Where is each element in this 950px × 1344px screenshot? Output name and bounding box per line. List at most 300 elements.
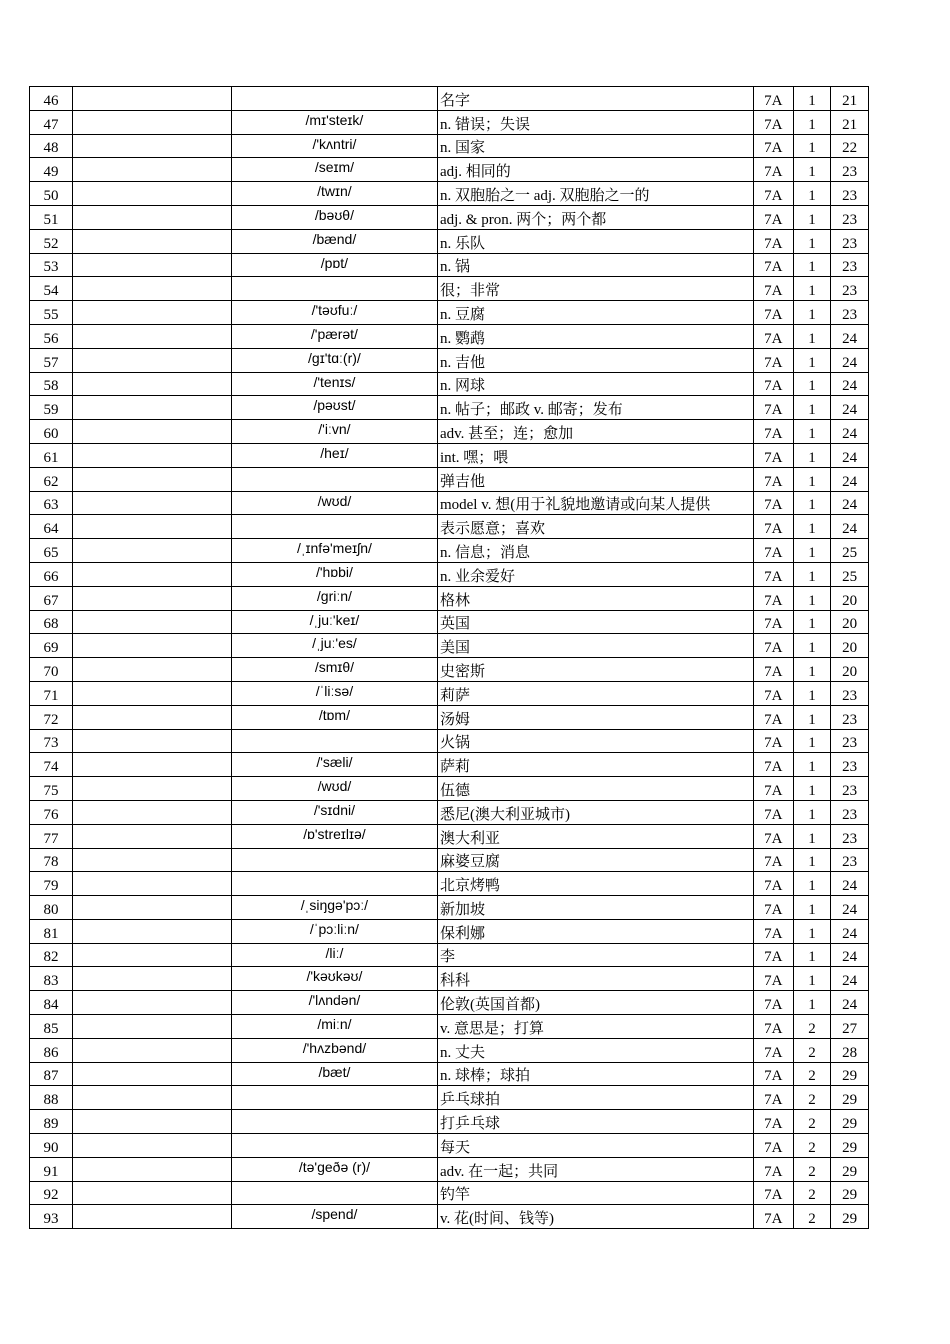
word-cell: [72, 1110, 231, 1134]
word-cell: [72, 658, 231, 682]
table-row: [30, 848, 869, 872]
word-cell: [72, 991, 231, 1015]
grade-cell: 7A: [753, 110, 793, 134]
table-row: [30, 1205, 869, 1229]
word-cell: [72, 467, 231, 491]
table-row: [30, 372, 869, 396]
grade-cell: 7A: [753, 824, 793, 848]
page-cell: 23: [831, 229, 869, 253]
page-cell: 24: [831, 324, 869, 348]
phonetic-cell: /gɪ'tɑː(r)/: [231, 348, 437, 372]
row-number: 59: [30, 396, 73, 420]
grade-cell: 7A: [753, 372, 793, 396]
meaning-cell: 美国: [437, 634, 753, 658]
word-cell: [72, 110, 231, 134]
row-number: 76: [30, 800, 73, 824]
grade-cell: 7A: [753, 134, 793, 158]
page-cell: 23: [831, 277, 869, 301]
table-row: [30, 896, 869, 920]
table-row: [30, 110, 869, 134]
page-cell: 29: [831, 1181, 869, 1205]
word-cell: [72, 348, 231, 372]
grade-cell: 7A: [753, 1062, 793, 1086]
phonetic-cell: /smɪθ/: [231, 658, 437, 682]
phonetic-cell: /ˌsiŋgə'pɔː/: [231, 896, 437, 920]
page-cell: 24: [831, 943, 869, 967]
meaning-cell: 澳大利亚: [437, 824, 753, 848]
meaning-cell: adv. 在一起；共同: [437, 1157, 753, 1181]
grade-cell: 7A: [753, 896, 793, 920]
table-row: [30, 1134, 869, 1158]
page-cell: 24: [831, 443, 869, 467]
phonetic-cell: /ˌɪnfə'meɪʃn/: [231, 539, 437, 563]
table-row: [30, 539, 869, 563]
page-cell: 23: [831, 681, 869, 705]
grade-cell: 7A: [753, 729, 793, 753]
phonetic-cell: /wʊd/: [231, 491, 437, 515]
phonetic-cell: /'sæli/: [231, 753, 437, 777]
page-cell: 21: [831, 110, 869, 134]
grade-cell: 7A: [753, 539, 793, 563]
meaning-cell: n. 球棒；球拍: [437, 1062, 753, 1086]
unit-cell: 1: [793, 301, 831, 325]
row-number: 80: [30, 896, 73, 920]
grade-cell: 7A: [753, 1038, 793, 1062]
grade-cell: 7A: [753, 491, 793, 515]
grade-cell: 7A: [753, 800, 793, 824]
meaning-cell: 打乒乓球: [437, 1110, 753, 1134]
meaning-cell: 莉萨: [437, 681, 753, 705]
unit-cell: 1: [793, 539, 831, 563]
grade-cell: 7A: [753, 848, 793, 872]
page-cell: 25: [831, 562, 869, 586]
unit-cell: 1: [793, 658, 831, 682]
page-cell: 23: [831, 729, 869, 753]
word-cell: [72, 1062, 231, 1086]
unit-cell: 1: [793, 87, 831, 111]
phonetic-cell: [231, 515, 437, 539]
word-cell: [72, 277, 231, 301]
row-number: 89: [30, 1110, 73, 1134]
row-number: 84: [30, 991, 73, 1015]
grade-cell: 7A: [753, 253, 793, 277]
row-number: 57: [30, 348, 73, 372]
page-cell: 24: [831, 919, 869, 943]
grade-cell: 7A: [753, 634, 793, 658]
unit-cell: 1: [793, 253, 831, 277]
table-row: [30, 1062, 869, 1086]
unit-cell: 1: [793, 943, 831, 967]
row-number: 49: [30, 158, 73, 182]
page-cell: 23: [831, 253, 869, 277]
table-row: [30, 1015, 869, 1039]
unit-cell: 2: [793, 1181, 831, 1205]
word-cell: [72, 1038, 231, 1062]
table-row: [30, 1110, 869, 1134]
phonetic-cell: [231, 1181, 437, 1205]
word-cell: [72, 967, 231, 991]
unit-cell: 2: [793, 1038, 831, 1062]
unit-cell: 1: [793, 348, 831, 372]
unit-cell: 1: [793, 919, 831, 943]
meaning-cell: 表示愿意；喜欢: [437, 515, 753, 539]
meaning-cell: 悉尼(澳大利亚城市): [437, 800, 753, 824]
meaning-cell: 麻婆豆腐: [437, 848, 753, 872]
meaning-cell: 英国: [437, 610, 753, 634]
word-cell: [72, 324, 231, 348]
phonetic-cell: /bəʊθ/: [231, 205, 437, 229]
phonetic-cell: [231, 729, 437, 753]
row-number: 79: [30, 872, 73, 896]
table-row: [30, 1157, 869, 1181]
grade-cell: 7A: [753, 562, 793, 586]
page-cell: 29: [831, 1134, 869, 1158]
word-cell: [72, 134, 231, 158]
meaning-cell: 保利娜: [437, 919, 753, 943]
row-number: 72: [30, 705, 73, 729]
grade-cell: 7A: [753, 943, 793, 967]
phonetic-cell: /ˈpɔːliːn/: [231, 919, 437, 943]
meaning-cell: n. 丈夫: [437, 1038, 753, 1062]
meaning-cell: 科科: [437, 967, 753, 991]
table-row: [30, 800, 869, 824]
unit-cell: 2: [793, 1134, 831, 1158]
grade-cell: 7A: [753, 1134, 793, 1158]
table-row: [30, 420, 869, 444]
unit-cell: 1: [793, 396, 831, 420]
phonetic-cell: [231, 467, 437, 491]
table-row: [30, 872, 869, 896]
meaning-cell: 伦敦(英国首都): [437, 991, 753, 1015]
grade-cell: 7A: [753, 205, 793, 229]
unit-cell: 2: [793, 1110, 831, 1134]
page-cell: 24: [831, 967, 869, 991]
grade-cell: 7A: [753, 1157, 793, 1181]
word-cell: [72, 896, 231, 920]
meaning-cell: n. 国家: [437, 134, 753, 158]
meaning-cell: 火锅: [437, 729, 753, 753]
row-number: 63: [30, 491, 73, 515]
unit-cell: 1: [793, 182, 831, 206]
page-cell: 24: [831, 348, 869, 372]
table-row: [30, 229, 869, 253]
phonetic-cell: /tə'geðə (r)/: [231, 1157, 437, 1181]
unit-cell: 1: [793, 777, 831, 801]
row-number: 54: [30, 277, 73, 301]
grade-cell: 7A: [753, 348, 793, 372]
unit-cell: 1: [793, 420, 831, 444]
table-row: [30, 562, 869, 586]
word-cell: [72, 253, 231, 277]
page-cell: 23: [831, 777, 869, 801]
meaning-cell: n. 乐队: [437, 229, 753, 253]
table-row: [30, 824, 869, 848]
word-cell: [72, 229, 231, 253]
word-cell: [72, 205, 231, 229]
phonetic-cell: /ˈliːsə/: [231, 681, 437, 705]
phonetic-cell: /wʊd/: [231, 777, 437, 801]
word-cell: [72, 491, 231, 515]
word-cell: [72, 919, 231, 943]
phonetic-cell: /'təʊfuː/: [231, 301, 437, 325]
unit-cell: 1: [793, 729, 831, 753]
row-number: 65: [30, 539, 73, 563]
page-cell: 21: [831, 87, 869, 111]
row-number: 83: [30, 967, 73, 991]
row-number: 48: [30, 134, 73, 158]
meaning-cell: 钓竿: [437, 1181, 753, 1205]
word-cell: [72, 1134, 231, 1158]
word-cell: [72, 301, 231, 325]
page-cell: 24: [831, 515, 869, 539]
word-cell: [72, 158, 231, 182]
row-number: 68: [30, 610, 73, 634]
unit-cell: 1: [793, 134, 831, 158]
word-cell: [72, 943, 231, 967]
phonetic-cell: /miːn/: [231, 1015, 437, 1039]
unit-cell: 1: [793, 205, 831, 229]
phonetic-cell: /griːn/: [231, 586, 437, 610]
meaning-cell: n. 锅: [437, 253, 753, 277]
grade-cell: 7A: [753, 872, 793, 896]
word-cell: [72, 372, 231, 396]
grade-cell: 7A: [753, 919, 793, 943]
phonetic-cell: /'hʌzbənd/: [231, 1038, 437, 1062]
table-row: [30, 348, 869, 372]
unit-cell: 1: [793, 753, 831, 777]
unit-cell: 1: [793, 158, 831, 182]
row-number: 85: [30, 1015, 73, 1039]
row-number: 47: [30, 110, 73, 134]
table-row: [30, 396, 869, 420]
grade-cell: 7A: [753, 610, 793, 634]
phonetic-cell: /ɒ'streɪlɪə/: [231, 824, 437, 848]
row-number: 55: [30, 301, 73, 325]
grade-cell: 7A: [753, 967, 793, 991]
meaning-cell: 伍德: [437, 777, 753, 801]
meaning-cell: n. 吉他: [437, 348, 753, 372]
word-cell: [72, 1205, 231, 1229]
row-number: 60: [30, 420, 73, 444]
page-cell: 20: [831, 610, 869, 634]
unit-cell: 1: [793, 443, 831, 467]
phonetic-cell: /heɪ/: [231, 443, 437, 467]
row-number: 92: [30, 1181, 73, 1205]
table-row: [30, 1038, 869, 1062]
word-cell: [72, 443, 231, 467]
grade-cell: 7A: [753, 586, 793, 610]
meaning-cell: n. 信息；消息: [437, 539, 753, 563]
page-cell: 25: [831, 539, 869, 563]
page-cell: 23: [831, 824, 869, 848]
word-cell: [72, 681, 231, 705]
meaning-cell: 史密斯: [437, 658, 753, 682]
page-cell: 23: [831, 205, 869, 229]
row-number: 46: [30, 87, 73, 111]
unit-cell: 2: [793, 1086, 831, 1110]
row-number: 70: [30, 658, 73, 682]
grade-cell: 7A: [753, 158, 793, 182]
table-row: [30, 705, 869, 729]
grade-cell: 7A: [753, 681, 793, 705]
meaning-cell: n. 错误；失误: [437, 110, 753, 134]
row-number: 71: [30, 681, 73, 705]
phonetic-cell: /pɒt/: [231, 253, 437, 277]
page-cell: 27: [831, 1015, 869, 1039]
word-cell: [72, 1181, 231, 1205]
unit-cell: 1: [793, 467, 831, 491]
vocabulary-sheet: [29, 86, 869, 1229]
grade-cell: 7A: [753, 420, 793, 444]
row-number: 91: [30, 1157, 73, 1181]
table-row: [30, 182, 869, 206]
table-row: [30, 205, 869, 229]
row-number: 81: [30, 919, 73, 943]
unit-cell: 1: [793, 705, 831, 729]
row-number: 77: [30, 824, 73, 848]
grade-cell: 7A: [753, 229, 793, 253]
meaning-cell: n. 鹦鹉: [437, 324, 753, 348]
table-row: [30, 301, 869, 325]
table-row: [30, 777, 869, 801]
word-cell: [72, 753, 231, 777]
grade-cell: 7A: [753, 777, 793, 801]
unit-cell: 1: [793, 634, 831, 658]
grade-cell: 7A: [753, 1015, 793, 1039]
page-cell: 24: [831, 991, 869, 1015]
phonetic-cell: /'kəʊkəʊ/: [231, 967, 437, 991]
grade-cell: 7A: [753, 1110, 793, 1134]
meaning-cell: 格林: [437, 586, 753, 610]
grade-cell: 7A: [753, 301, 793, 325]
table-row: [30, 991, 869, 1015]
phonetic-cell: [231, 1134, 437, 1158]
word-cell: [72, 539, 231, 563]
page-cell: 23: [831, 848, 869, 872]
table-row: [30, 943, 869, 967]
table-row: [30, 753, 869, 777]
phonetic-cell: /'tenɪs/: [231, 372, 437, 396]
row-number: 90: [30, 1134, 73, 1158]
vocabulary-rows: [30, 87, 869, 1229]
word-cell: [72, 610, 231, 634]
page-cell: 23: [831, 705, 869, 729]
grade-cell: 7A: [753, 705, 793, 729]
phonetic-cell: /'lʌndən/: [231, 991, 437, 1015]
row-number: 75: [30, 777, 73, 801]
grade-cell: 7A: [753, 467, 793, 491]
unit-cell: 1: [793, 586, 831, 610]
meaning-cell: 名字: [437, 87, 753, 111]
phonetic-cell: /mɪ'steɪk/: [231, 110, 437, 134]
table-row: [30, 919, 869, 943]
page-cell: 24: [831, 872, 869, 896]
page-cell: 24: [831, 420, 869, 444]
meaning-cell: adj. & pron. 两个；两个都: [437, 205, 753, 229]
meaning-cell: n. 帖子；邮政 v. 邮寄；发布: [437, 396, 753, 420]
page-cell: 29: [831, 1157, 869, 1181]
unit-cell: 1: [793, 872, 831, 896]
page-cell: 22: [831, 134, 869, 158]
unit-cell: 1: [793, 324, 831, 348]
meaning-cell: 每天: [437, 1134, 753, 1158]
phonetic-cell: [231, 1086, 437, 1110]
table-row: [30, 1181, 869, 1205]
unit-cell: 1: [793, 896, 831, 920]
row-number: 52: [30, 229, 73, 253]
word-cell: [72, 396, 231, 420]
word-cell: [72, 586, 231, 610]
phonetic-cell: /seɪm/: [231, 158, 437, 182]
unit-cell: 1: [793, 491, 831, 515]
page-cell: 29: [831, 1062, 869, 1086]
meaning-cell: n. 业余爱好: [437, 562, 753, 586]
unit-cell: 1: [793, 610, 831, 634]
meaning-cell: int. 嘿；喂: [437, 443, 753, 467]
phonetic-cell: [231, 848, 437, 872]
grade-cell: 7A: [753, 991, 793, 1015]
meaning-cell: n. 双胞胎之一 adj. 双胞胎之一的: [437, 182, 753, 206]
word-cell: [72, 848, 231, 872]
grade-cell: 7A: [753, 753, 793, 777]
unit-cell: 1: [793, 110, 831, 134]
row-number: 61: [30, 443, 73, 467]
grade-cell: 7A: [753, 443, 793, 467]
meaning-cell: 新加坡: [437, 896, 753, 920]
table-row: [30, 658, 869, 682]
grade-cell: 7A: [753, 1205, 793, 1229]
word-cell: [72, 872, 231, 896]
row-number: 62: [30, 467, 73, 491]
row-number: 69: [30, 634, 73, 658]
meaning-cell: 汤姆: [437, 705, 753, 729]
unit-cell: 1: [793, 824, 831, 848]
word-cell: [72, 729, 231, 753]
table-row: [30, 515, 869, 539]
row-number: 93: [30, 1205, 73, 1229]
table-row: [30, 967, 869, 991]
grade-cell: 7A: [753, 182, 793, 206]
unit-cell: 1: [793, 800, 831, 824]
page-cell: 23: [831, 753, 869, 777]
word-cell: [72, 634, 231, 658]
word-cell: [72, 777, 231, 801]
table-row: [30, 253, 869, 277]
table-row: [30, 729, 869, 753]
phonetic-cell: /'iːvn/: [231, 420, 437, 444]
page-cell: 29: [831, 1086, 869, 1110]
meaning-cell: v. 花(时间、钱等): [437, 1205, 753, 1229]
meaning-cell: adv. 甚至；连；愈加: [437, 420, 753, 444]
word-cell: [72, 182, 231, 206]
unit-cell: 1: [793, 967, 831, 991]
meaning-cell: 乒乓球拍: [437, 1086, 753, 1110]
phonetic-cell: [231, 87, 437, 111]
phonetic-cell: /ˌjuː'keɪ/: [231, 610, 437, 634]
page-cell: 24: [831, 896, 869, 920]
phonetic-cell: /'sɪdni/: [231, 800, 437, 824]
phonetic-cell: /'hɒbi/: [231, 562, 437, 586]
row-number: 50: [30, 182, 73, 206]
meaning-cell: 北京烤鸭: [437, 872, 753, 896]
meaning-cell: adj. 相同的: [437, 158, 753, 182]
table-row: [30, 324, 869, 348]
row-number: 82: [30, 943, 73, 967]
phonetic-cell: /tɒm/: [231, 705, 437, 729]
word-cell: [72, 562, 231, 586]
row-number: 58: [30, 372, 73, 396]
page-cell: 23: [831, 301, 869, 325]
